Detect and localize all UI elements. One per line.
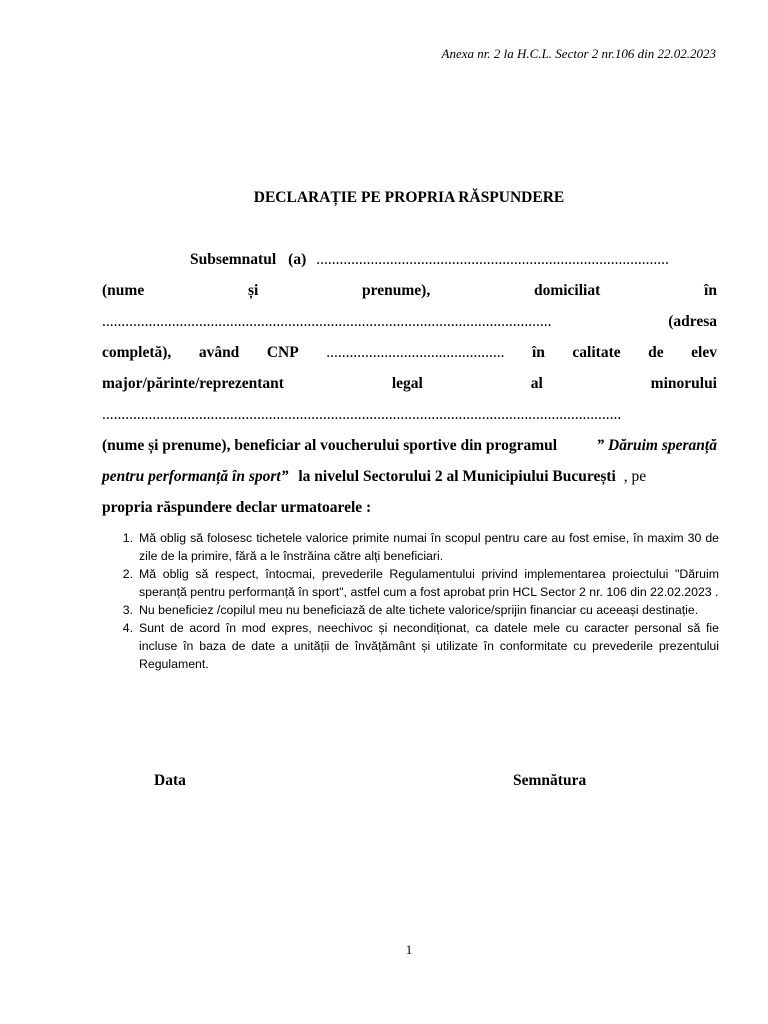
cnp-blank: .............................................. [326, 344, 505, 361]
page-number: 1 [405, 942, 413, 957]
declaration-line-5 [102, 375, 717, 393]
list-item [102, 565, 719, 601]
declaration-line-8 [102, 468, 717, 486]
name-blank: ........................................................................................... [316, 251, 669, 268]
line7-text: (nume și prenume), beneficiar al voucherului sportive din programul [102, 437, 558, 454]
line2-word: (nume [102, 282, 145, 299]
line9-text: propria răspundere declar urmatoarele : [102, 499, 372, 516]
line8-text: la nivelul Sectorului 2 al Municipiului București [298, 468, 616, 485]
line4-word: calitate [572, 344, 621, 361]
list-item-number: 3. [122, 603, 133, 617]
line3-word: (adresa [668, 313, 717, 330]
declaration-line-1 [190, 251, 717, 269]
signature-label: Semnătura [513, 772, 587, 789]
list-item-text: Sunt de acord în mod expres, neechivoc și necondiționat, ca datele mele cu caracter personal să fie incluse în baza de date a unității de învățământ și utilizate în conformitate cu prevederile prezentului Regulament. [139, 621, 719, 671]
list-item-number: 1. [122, 531, 133, 545]
list-item-text: Mă oblig să respect, întocmai, prevederile Regulamentului privind implementarea proiectului "Dăruim speranță pentru performanță în sport", astfel cum a fost aprobat prin HCL Sector 2 nr. 106 din 22.02.2023 . [139, 567, 719, 599]
list-item [102, 529, 719, 565]
document-title: DECLARAȚIE PE PROPRIA RĂSPUNDERE [253, 189, 565, 206]
program-name-part1: ” Dăruim speranță [596, 437, 717, 454]
line4-word: de [648, 344, 664, 361]
declaration-line-4 [102, 344, 717, 362]
line5-word: al [530, 375, 543, 392]
list-item-text: Nu beneficiez /copilul meu nu beneficiază de alte tichete valorice/sprijin financiar cu aceeași destinație. [139, 603, 699, 617]
declaration-line-7 [102, 437, 717, 455]
line4-word: în [531, 344, 545, 361]
line2-word: domiciliat [533, 282, 601, 299]
line8-tail: , pe [623, 468, 647, 485]
list-item-number: 4. [122, 621, 133, 635]
obligations-list [102, 529, 719, 673]
minor-name-blank: ...................................................................................................................................... [102, 406, 622, 423]
declaration-line-9 [102, 499, 717, 517]
address-blank: .................................................................................................................... [102, 313, 552, 330]
declaration-line-6 [102, 406, 717, 424]
list-item [102, 619, 719, 673]
line5-word: legal [391, 375, 423, 392]
line2-word: în [704, 282, 717, 299]
subsemnatul-label: Subsemnatul [190, 251, 277, 268]
list-item-text: Mă oblig să folosesc tichetele valorice primite numai în scopul pentru care au fost emise, în maxim 30 de zile de la primire, fără a le înstrăina către alți beneficiari. [139, 531, 719, 563]
line4-word: având [198, 344, 240, 361]
declaration-line-2 [102, 282, 717, 300]
line4-word: CNP [266, 344, 299, 361]
declaration-line-3 [102, 313, 717, 331]
line5-word: major/părinte/reprezentant [102, 375, 284, 392]
date-label: Data [154, 772, 186, 789]
line4-word: elev [691, 344, 717, 361]
program-name-part2: pentru performanță în sport” [102, 468, 289, 485]
list-item [102, 601, 719, 619]
line2-word: prenume), [362, 282, 431, 299]
list-item-number: 2. [122, 567, 133, 581]
line2-word: și [247, 282, 259, 299]
line4-word: completă), [102, 344, 172, 361]
line5-word: minorului [650, 375, 717, 392]
gender-suffix: (a) [288, 251, 307, 268]
annex-reference: Anexa nr. 2 la H.C.L. Sector 2 nr.106 din 22.02.2023 [441, 46, 716, 61]
